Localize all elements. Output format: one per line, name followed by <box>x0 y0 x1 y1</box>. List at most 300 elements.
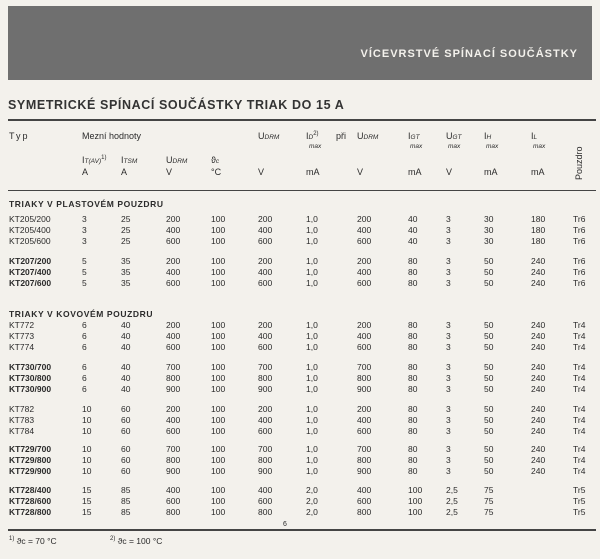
footnote-2: $^{2)}$ ϑc = 100 °C <box>110 536 163 546</box>
table-cell: 50 <box>484 256 494 266</box>
section-metal: TRIAKY V KOVOVÉM POUZDRU <box>9 309 154 319</box>
table-cell: 80 <box>408 455 418 465</box>
table-cell: 3 <box>446 373 451 383</box>
table-cell: 600 <box>357 426 372 436</box>
table-row <box>0 415 600 426</box>
table-cell: 240 <box>531 267 546 277</box>
cell-type: KT207/600 <box>9 278 52 288</box>
col-ih-max: max <box>486 143 499 150</box>
table-cell: 100 <box>211 236 226 246</box>
table-cell: 100 <box>211 267 226 277</box>
table-cell: 5 <box>82 267 87 277</box>
table-cell: 100 <box>211 507 226 517</box>
table-cell: 1,0 <box>306 466 318 476</box>
unit-ugt: V <box>446 167 453 177</box>
table-cell: 50 <box>484 466 494 476</box>
table-cell: 100 <box>211 485 226 495</box>
table-cell: 240 <box>531 455 546 465</box>
col-ugt: UGT <box>446 131 462 141</box>
table-cell: 35 <box>121 256 131 266</box>
table-cell: Tr4 <box>573 373 586 383</box>
table-cell: 3 <box>446 342 451 352</box>
table-cell: 400 <box>258 331 273 341</box>
table-cell: 10 <box>82 466 92 476</box>
table-cell: 600 <box>258 342 273 352</box>
table-cell: 60 <box>121 444 131 454</box>
table-cell: 600 <box>166 426 181 436</box>
table-cell: Tr6 <box>573 236 586 246</box>
unit-theta: °C <box>211 167 222 177</box>
table-cell: 40 <box>121 362 131 372</box>
table-cell: Tr6 <box>573 278 586 288</box>
table-cell: 180 <box>531 225 546 235</box>
table-cell: 600 <box>166 236 181 246</box>
table-cell: 200 <box>166 320 181 330</box>
table-cell: 100 <box>211 342 226 352</box>
unit-udrm3: V <box>357 167 364 177</box>
table-cell: 3 <box>446 256 451 266</box>
col-pouzdro: Pouzdro <box>574 146 584 180</box>
table-cell: 240 <box>531 342 546 352</box>
table-cell: 60 <box>121 404 131 414</box>
unit-udrm: V <box>166 167 173 177</box>
table-cell: 800 <box>357 455 372 465</box>
table-cell: 600 <box>166 278 181 288</box>
table-cell: 240 <box>531 415 546 425</box>
table-cell: 200 <box>166 256 181 266</box>
table-cell: 400 <box>166 267 181 277</box>
table-cell: 6 <box>82 342 87 352</box>
table-cell: Tr4 <box>573 384 586 394</box>
table-cell: 1,0 <box>306 225 318 235</box>
table-cell: 6 <box>82 320 87 330</box>
table-cell: 240 <box>531 444 546 454</box>
table-cell: 400 <box>166 331 181 341</box>
table-cell: 400 <box>357 485 372 495</box>
table-cell: 400 <box>258 415 273 425</box>
table-cell: 1,0 <box>306 320 318 330</box>
table-cell: 1,0 <box>306 455 318 465</box>
col-il-max: max <box>533 143 546 150</box>
table-cell: 800 <box>166 455 181 465</box>
table-cell: 180 <box>531 236 546 246</box>
table-cell: 3 <box>446 455 451 465</box>
table-cell: 400 <box>258 485 273 495</box>
table-cell: Tr4 <box>573 404 586 414</box>
table-cell: 50 <box>484 415 494 425</box>
cell-type: KT783 <box>9 415 35 425</box>
cell-type: KT730/900 <box>9 384 52 394</box>
col-itsm: ITSM <box>121 155 138 165</box>
table-cell: 400 <box>166 485 181 495</box>
table-cell: 15 <box>82 507 92 517</box>
table-cell: 200 <box>166 404 181 414</box>
table-cell: 75 <box>484 485 494 495</box>
table-cell: 700 <box>357 444 372 454</box>
table-cell: Tr6 <box>573 214 586 224</box>
table-cell: 1,0 <box>306 415 318 425</box>
table-row <box>0 444 600 455</box>
table-cell: Tr5 <box>573 496 586 506</box>
table-cell: 400 <box>166 415 181 425</box>
table-cell: 100 <box>211 466 226 476</box>
table-cell: 80 <box>408 444 418 454</box>
cell-type: KT784 <box>9 426 35 436</box>
table-cell: 600 <box>258 496 273 506</box>
table-cell: 800 <box>357 507 372 517</box>
table-cell: 3 <box>446 426 451 436</box>
table-cell: 200 <box>357 320 372 330</box>
table-cell: 2,0 <box>306 507 318 517</box>
table-row <box>0 214 600 225</box>
table-cell: 10 <box>82 444 92 454</box>
table-top-rule <box>8 119 596 121</box>
table-cell: Tr4 <box>573 415 586 425</box>
table-cell: 10 <box>82 426 92 436</box>
table-cell: 200 <box>258 404 273 414</box>
table-cell: 40 <box>408 214 418 224</box>
table-cell: 400 <box>357 225 372 235</box>
col-il: IL <box>531 131 538 141</box>
col-ih: IH <box>484 131 492 141</box>
table-cell: 100 <box>408 496 423 506</box>
table-cell: 40 <box>121 331 131 341</box>
col-ugt-max: max <box>448 143 461 150</box>
table-cell: 200 <box>357 256 372 266</box>
table-cell: 100 <box>211 362 226 372</box>
table-cell: 1,0 <box>306 444 318 454</box>
table-cell: 50 <box>484 444 494 454</box>
table-cell: 700 <box>166 362 181 372</box>
table-cell: 100 <box>211 225 226 235</box>
unit-itsm: A <box>121 167 128 177</box>
table-cell: 3 <box>446 331 451 341</box>
table-cell: 5 <box>82 256 87 266</box>
table-cell: 40 <box>121 384 131 394</box>
table-cell: 15 <box>82 496 92 506</box>
table-cell: 50 <box>484 455 494 465</box>
table-header-rule <box>8 190 596 191</box>
table-cell: 240 <box>531 278 546 288</box>
cell-type: KT205/200 <box>9 214 51 224</box>
table-cell: 400 <box>357 331 372 341</box>
table-cell: 40 <box>121 342 131 352</box>
col-igt-max: max <box>410 143 423 150</box>
table-cell: 800 <box>258 373 273 383</box>
table-cell: 6 <box>82 373 87 383</box>
table-cell: 600 <box>357 496 372 506</box>
table-cell: 240 <box>531 362 546 372</box>
table-cell: 800 <box>166 373 181 383</box>
col-typ: Typ <box>9 131 30 141</box>
table-cell: 6 <box>82 362 87 372</box>
table-cell: 50 <box>484 384 494 394</box>
table-cell: Tr5 <box>573 507 586 517</box>
table-cell: 60 <box>121 466 131 476</box>
table-cell: 50 <box>484 362 494 372</box>
table-cell: Tr6 <box>573 267 586 277</box>
table-cell: Tr4 <box>573 466 586 476</box>
table-cell: 3 <box>446 404 451 414</box>
table-cell: 200 <box>357 214 372 224</box>
cell-type: KT207/400 <box>9 267 52 277</box>
table-cell: 700 <box>357 362 372 372</box>
table-cell: 240 <box>531 466 546 476</box>
unit-igt: mA <box>408 167 422 177</box>
table-cell: 240 <box>531 404 546 414</box>
table-cell: 800 <box>258 455 273 465</box>
unit-ih: mA <box>484 167 498 177</box>
cell-type: KT774 <box>9 342 35 352</box>
table-cell: 10 <box>82 455 92 465</box>
table-cell: 75 <box>484 507 494 517</box>
table-cell: 2,0 <box>306 485 318 495</box>
table-cell: 100 <box>211 214 226 224</box>
page-mark: 6 <box>283 521 287 528</box>
table-cell: 50 <box>484 342 494 352</box>
table-cell: 50 <box>484 331 494 341</box>
table-cell: 80 <box>408 404 418 414</box>
table-cell: 80 <box>408 331 418 341</box>
table-bottom-rule <box>8 529 596 531</box>
table-cell: Tr4 <box>573 342 586 352</box>
table-row <box>0 384 600 395</box>
table-cell: 900 <box>357 384 372 394</box>
table-row <box>0 256 600 267</box>
table-cell: 100 <box>211 455 226 465</box>
table-cell: 35 <box>121 278 131 288</box>
cell-type: KT730/800 <box>9 373 52 383</box>
table-row <box>0 485 600 496</box>
table-row <box>0 267 600 278</box>
table-row <box>0 236 600 247</box>
table-cell: Tr4 <box>573 444 586 454</box>
table-cell: 80 <box>408 256 418 266</box>
table-row <box>0 225 600 236</box>
table-cell: 80 <box>408 362 418 372</box>
unit-udrm2: V <box>258 167 265 177</box>
table-cell: 80 <box>408 373 418 383</box>
table-cell: 2,0 <box>306 496 318 506</box>
table-cell: 240 <box>531 373 546 383</box>
table-cell: 3 <box>446 444 451 454</box>
table-cell: 600 <box>166 496 181 506</box>
table-cell: 100 <box>211 320 226 330</box>
table-cell: Tr6 <box>573 225 586 235</box>
table-cell: 50 <box>484 278 494 288</box>
unit-il: mA <box>531 167 545 177</box>
cell-type: KT205/600 <box>9 236 51 246</box>
table-cell: Tr6 <box>573 256 586 266</box>
table-cell: 25 <box>121 236 131 246</box>
cell-type: KT728/800 <box>9 507 52 517</box>
table-cell: 10 <box>82 404 92 414</box>
table-cell: 700 <box>258 362 273 372</box>
table-cell: 60 <box>121 415 131 425</box>
table-cell: 3 <box>446 267 451 277</box>
table-cell: 400 <box>357 415 372 425</box>
table-cell: 600 <box>357 278 372 288</box>
cell-type: KT207/200 <box>9 256 52 266</box>
col-udrm-cond: UDRM <box>357 131 379 141</box>
table-cell: 35 <box>121 267 131 277</box>
table-row <box>0 331 600 342</box>
table-cell: 50 <box>484 267 494 277</box>
table-cell: 1,0 <box>306 267 318 277</box>
col-igt: IGT <box>408 131 420 141</box>
table-cell: 1,0 <box>306 331 318 341</box>
table-cell: 6 <box>82 384 87 394</box>
table-cell: 3 <box>82 236 87 246</box>
table-cell: 2,5 <box>446 507 458 517</box>
table-cell: 10 <box>82 415 92 425</box>
table-cell: 400 <box>357 267 372 277</box>
cell-type: KT772 <box>9 320 35 330</box>
table-cell: 240 <box>531 256 546 266</box>
cell-type: KT773 <box>9 331 35 341</box>
table-row <box>0 404 600 415</box>
table-cell: 3 <box>82 214 87 224</box>
table-cell: Tr4 <box>573 320 586 330</box>
banner-title: VÍCEVRSTVÉ SPÍNACÍ SOUČÁSTKY <box>360 48 578 60</box>
table-cell: 25 <box>121 214 131 224</box>
table-cell: 30 <box>484 236 494 246</box>
cell-type: KT782 <box>9 404 35 414</box>
col-id-max: max <box>309 143 322 150</box>
table-cell: 180 <box>531 214 546 224</box>
table-cell: 100 <box>211 426 226 436</box>
table-cell: 900 <box>258 466 273 476</box>
table-cell: 30 <box>484 214 494 224</box>
table-row <box>0 320 600 331</box>
table-cell: 600 <box>258 278 273 288</box>
table-cell: 1,0 <box>306 256 318 266</box>
table-cell: Tr4 <box>573 331 586 341</box>
table-cell: 3 <box>82 225 87 235</box>
table-cell: 80 <box>408 384 418 394</box>
table-cell: 6 <box>82 331 87 341</box>
table-cell: 700 <box>258 444 273 454</box>
document-title: SYMETRICKÉ SPÍNACÍ SOUČÁSTKY TRIAK DO 15 A <box>8 98 345 112</box>
header-banner <box>8 6 592 80</box>
table-cell: 50 <box>484 320 494 330</box>
table-cell: 1,0 <box>306 426 318 436</box>
col-udrm: UDRM <box>258 131 280 141</box>
table-row <box>0 507 600 518</box>
section-plastic: TRIAKY V PLASTOVÉM POUZDRU <box>9 199 164 209</box>
table-cell: 2,5 <box>446 485 458 495</box>
unit-itav: A <box>82 167 89 177</box>
table-cell: 3 <box>446 214 451 224</box>
cell-type: KT205/400 <box>9 225 51 235</box>
table-cell: 25 <box>121 225 131 235</box>
table-cell: 100 <box>211 331 226 341</box>
table-cell: 100 <box>211 404 226 414</box>
table-cell: Tr4 <box>573 426 586 436</box>
table-cell: 400 <box>258 225 273 235</box>
cell-type: KT729/900 <box>9 466 52 476</box>
table-cell: 400 <box>166 225 181 235</box>
table-cell: 200 <box>258 320 273 330</box>
cell-type: KT729/800 <box>9 455 52 465</box>
table-cell: 40 <box>121 373 131 383</box>
table-cell: Tr4 <box>573 455 586 465</box>
table-cell: 80 <box>408 320 418 330</box>
table-cell: 800 <box>258 507 273 517</box>
table-cell: 50 <box>484 373 494 383</box>
table-cell: 50 <box>484 426 494 436</box>
table-cell: 3 <box>446 362 451 372</box>
table-cell: 100 <box>211 256 226 266</box>
table-cell: 100 <box>408 485 423 495</box>
table-cell: 3 <box>446 384 451 394</box>
table-cell: 400 <box>258 267 273 277</box>
table-cell: 1,0 <box>306 278 318 288</box>
table-cell: 200 <box>357 404 372 414</box>
table-cell: 3 <box>446 415 451 425</box>
table-cell: 60 <box>121 455 131 465</box>
table-cell: 100 <box>211 278 226 288</box>
table-cell: 1,0 <box>306 404 318 414</box>
table-cell: 80 <box>408 267 418 277</box>
cell-type: KT728/600 <box>9 496 52 506</box>
table-cell: 80 <box>408 426 418 436</box>
table-cell: 900 <box>166 466 181 476</box>
table-cell: 200 <box>166 214 181 224</box>
table-cell: 600 <box>357 236 372 246</box>
table-cell: 100 <box>211 415 226 425</box>
table-cell: 3 <box>446 225 451 235</box>
table-cell: 40 <box>408 236 418 246</box>
table-cell: 50 <box>484 404 494 414</box>
table-cell: 15 <box>82 485 92 495</box>
table-cell: 900 <box>258 384 273 394</box>
cell-type: KT729/700 <box>9 444 52 454</box>
table-cell: 100 <box>211 384 226 394</box>
table-cell: 100 <box>211 444 226 454</box>
table-cell: 600 <box>357 342 372 352</box>
table-cell: 5 <box>82 278 87 288</box>
cell-type: KT728/400 <box>9 485 52 495</box>
table-cell: 30 <box>484 225 494 235</box>
table-cell: 3 <box>446 320 451 330</box>
table-cell: 2,5 <box>446 496 458 506</box>
unit-id: mA <box>306 167 320 177</box>
col-theta: ϑc <box>211 155 220 165</box>
table-cell: 200 <box>258 256 273 266</box>
table-row <box>0 466 600 477</box>
table-cell: 80 <box>408 342 418 352</box>
cell-type: KT730/700 <box>9 362 52 372</box>
table-row <box>0 455 600 466</box>
table-cell: 240 <box>531 331 546 341</box>
col-itav: IT(AV)$^{1)}$ <box>82 155 107 165</box>
table-row <box>0 496 600 507</box>
table-row <box>0 362 600 373</box>
col-mezni-hodnoty: Mezní hodnoty <box>82 131 142 141</box>
table-cell: 700 <box>166 444 181 454</box>
footnote-1: $^{1)}$ ϑc = 70 °C <box>9 536 57 546</box>
table-cell: 3 <box>446 278 451 288</box>
table-cell: 100 <box>408 507 423 517</box>
table-cell: 240 <box>531 426 546 436</box>
table-cell: Tr5 <box>573 485 586 495</box>
table-cell: 75 <box>484 496 494 506</box>
table-cell: 3 <box>446 466 451 476</box>
table-cell: 100 <box>211 373 226 383</box>
table-cell: Tr4 <box>573 362 586 372</box>
table-cell: 1,0 <box>306 362 318 372</box>
